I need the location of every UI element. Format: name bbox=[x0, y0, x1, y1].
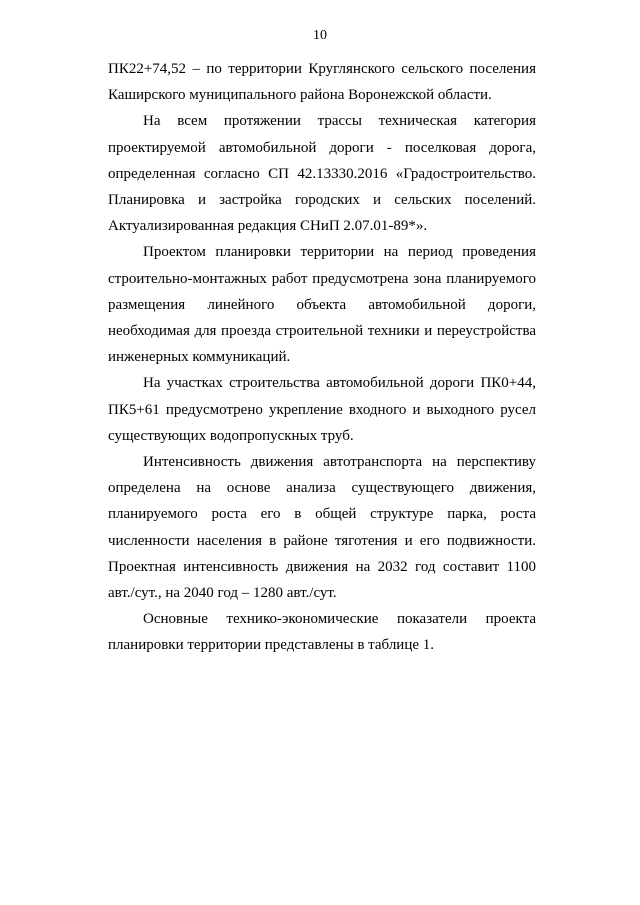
paragraph-culvert-reinforcement: На участках строительства автомобильной дороги ПК0+44, ПК5+61 предусмотрено укрепление входного и выходного русел существующих водопропускных труб. bbox=[108, 375, 536, 444]
paragraph-construction-zone: Проектом планировки территории на период проведения строительно-монтажных работ предусмотрена зона планируемого размещения линейного объекта автомобильной дороги, необходимая для проезда строительной техники и переустройства инженерных коммуникаций. bbox=[108, 244, 536, 366]
paragraph-road-category: На всем протяжении трассы техническая категория проектируемой автомобильной дороги - поселковая дорога, определенная согласно СП 42.13330.2016 «Градостроительство. Планировка и застройка городских и сельских поселений. Актуализированная редакция СНиП 2.07.01-89*». bbox=[108, 113, 536, 235]
paragraph-traffic-intensity: Интенсивность движения автотранспорта на перспективу определена на основе анализа существующего движения, планируемого роста его в общей структуре парка, роста численности населения в районе тяготения и его подвижности. Проектная интенсивность движения на 2032 год составит 1100 авт./сут., на 2040 год – 1280 авт./сут. bbox=[108, 454, 536, 602]
document-body bbox=[108, 56, 536, 659]
paragraph-table-reference: Основные технико-экономические показатели проекта планировки территории представлены в таблице 1. bbox=[108, 611, 536, 654]
paragraph-continuation: ПК22+74,52 – по территории Круглянского сельского поселения Каширского муниципального района Воронежской области. bbox=[108, 61, 536, 104]
page-number: 10 bbox=[313, 28, 327, 43]
